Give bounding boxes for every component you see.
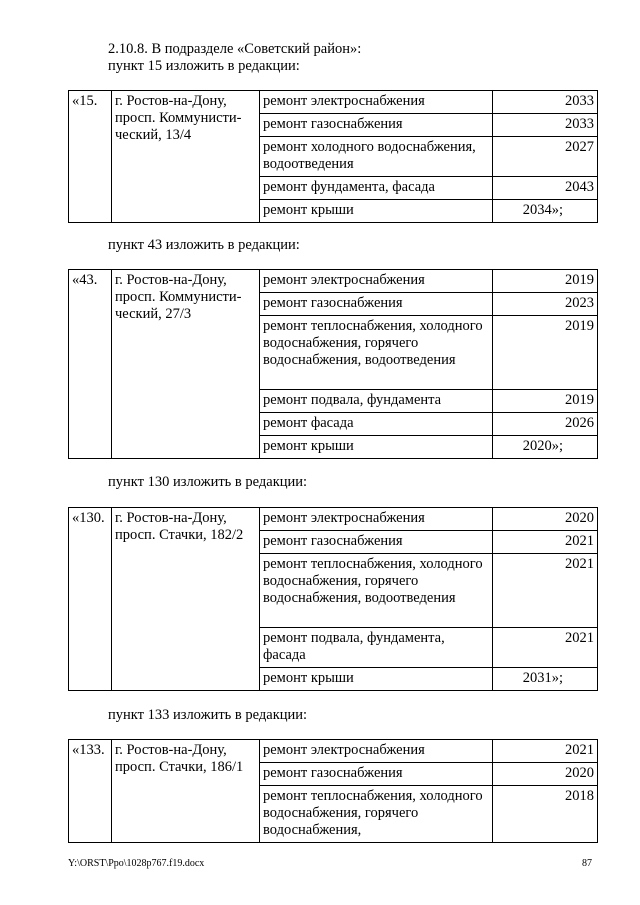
- work-cell: ремонт фундамента, фасада: [260, 177, 493, 200]
- table-row: [69, 270, 598, 293]
- year-cell: 2033: [493, 114, 598, 137]
- item-table-15: [68, 90, 598, 223]
- work-cell: ремонт подвала, фундамента, фасада: [260, 628, 493, 668]
- section-heading-133: пункт 133 изложить в редакции:: [108, 707, 308, 723]
- item-table-133: [68, 739, 598, 843]
- footer-page-number: 87: [582, 858, 592, 869]
- year-cell: 2023: [493, 293, 598, 316]
- item-address: г. Ростов-на-Дону, просп. Коммунисти-ческий, 13/4: [112, 91, 260, 223]
- year-cell: 2021: [493, 531, 598, 554]
- work-cell: ремонт фасада: [260, 413, 493, 436]
- item-number: «43.: [69, 270, 112, 459]
- year-cell: 2019: [493, 316, 598, 390]
- table-row: [69, 508, 598, 531]
- table-row: [69, 740, 598, 763]
- year-cell: 2018: [493, 786, 598, 843]
- year-cell: 2021: [493, 628, 598, 668]
- year-cell: 2019: [493, 270, 598, 293]
- year-cell: 2027: [493, 137, 598, 177]
- year-cell: 2043: [493, 177, 598, 200]
- item-address: г. Ростов-на-Дону, просп. Стачки, 182/2: [112, 508, 260, 691]
- work-cell: ремонт крыши: [260, 200, 493, 223]
- work-cell: ремонт газоснабжения: [260, 114, 493, 137]
- year-cell: 2020: [493, 508, 598, 531]
- intro-line-2: пункт 15 изложить в редакции:: [108, 58, 300, 74]
- work-cell: ремонт газоснабжения: [260, 531, 493, 554]
- work-cell: ремонт холодного водоснабжения, водоотведения: [260, 137, 493, 177]
- section-heading-43: пункт 43 изложить в редакции:: [108, 237, 300, 253]
- intro-line-1: 2.10.8. В подразделе «Советский район»:: [108, 41, 362, 57]
- item-number: «15.: [69, 91, 112, 223]
- item-number: «130.: [69, 508, 112, 691]
- work-cell: ремонт крыши: [260, 436, 493, 459]
- year-cell: 2021: [493, 740, 598, 763]
- work-cell: ремонт крыши: [260, 668, 493, 691]
- item-address: г. Ростов-на-Дону, просп. Стачки, 186/1: [112, 740, 260, 843]
- year-cell: 2026: [493, 413, 598, 436]
- year-cell: 2031»;: [493, 668, 598, 691]
- item-table-43: [68, 269, 598, 459]
- year-cell: 2020: [493, 763, 598, 786]
- table-row: [69, 91, 598, 114]
- year-cell: 2034»;: [493, 200, 598, 223]
- year-cell: 2021: [493, 554, 598, 628]
- section-heading-130: пункт 130 изложить в редакции:: [108, 474, 308, 490]
- year-cell: 2033: [493, 91, 598, 114]
- work-cell: ремонт электроснабжения: [260, 740, 493, 763]
- footer-file-path: Y:\ORST\Ppo\1028p767.f19.docx: [68, 858, 205, 869]
- work-cell: ремонт теплоснабжения, холодного водоснабжения, горячего водоснабжения, водоотведения: [260, 316, 493, 390]
- work-cell: ремонт электроснабжения: [260, 91, 493, 114]
- year-cell: 2020»;: [493, 436, 598, 459]
- item-table-130: [68, 507, 598, 691]
- work-cell: ремонт газоснабжения: [260, 293, 493, 316]
- work-cell: ремонт подвала, фундамента: [260, 390, 493, 413]
- item-number: «133.: [69, 740, 112, 843]
- work-cell: ремонт теплоснабжения, холодного водоснабжения, горячего водоснабжения, водоотведения: [260, 554, 493, 628]
- year-cell: 2019: [493, 390, 598, 413]
- item-address: г. Ростов-на-Дону, просп. Коммунисти-ческий, 27/3: [112, 270, 260, 459]
- work-cell: ремонт электроснабжения: [260, 508, 493, 531]
- work-cell: ремонт электроснабжения: [260, 270, 493, 293]
- work-cell: ремонт теплоснабжения, холодного водоснабжения, горячего водоснабжения,: [260, 786, 493, 843]
- work-cell: ремонт газоснабжения: [260, 763, 493, 786]
